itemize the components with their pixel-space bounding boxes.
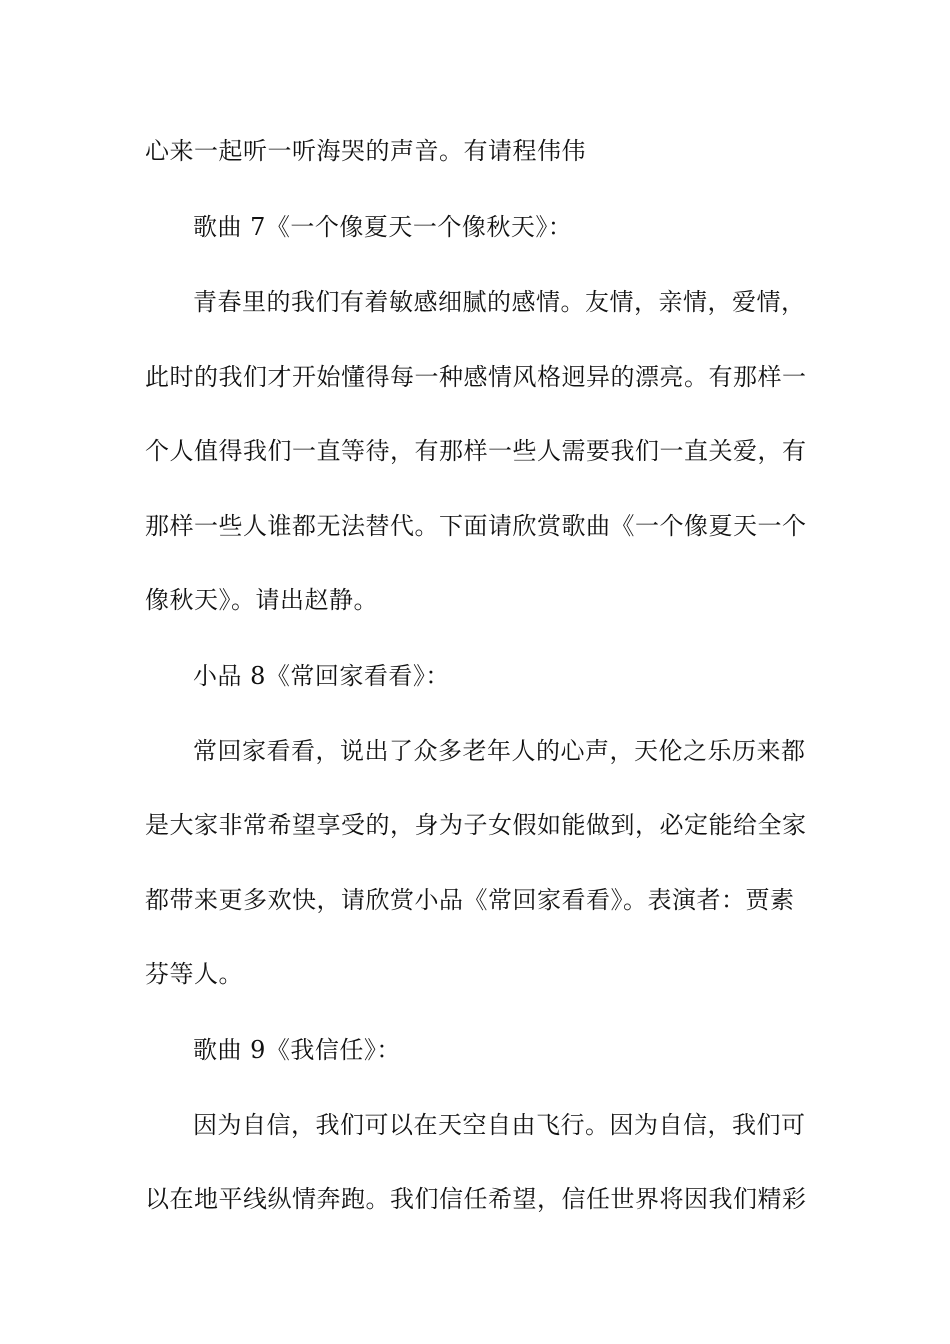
paragraph-line: 是大家非常希望享受的，身为子女假如能做到，必定能给全家: [145, 811, 807, 839]
paragraph-line: 芬等人。: [145, 960, 243, 988]
paragraph-line: 此时的我们才开始懂得每一种感情风格迥异的漂亮。有那样一: [145, 363, 807, 391]
paragraph-line: 青春里的我们有着敏感细腻的感情。友情，亲情，爱情，: [193, 288, 806, 316]
section-heading: 歌曲 9《我信任》：: [193, 1036, 401, 1064]
paragraph-line: 因为自信，我们可以在天空自由飞行。因为自信，我们可: [193, 1111, 806, 1139]
paragraph-line: 个人值得我们一直等待，有那样一些人需要我们一直关爱，有: [145, 437, 807, 465]
text-line: 心来一起听一听海哭的声音。有请程伟伟: [145, 137, 586, 165]
paragraph-line: 以在地平线纵情奔跑。我们信任希望，信任世界将因我们精彩: [145, 1185, 807, 1213]
paragraph-line: 那样一些人谁都无法替代。下面请欣赏歌曲《一个像夏天一个: [145, 512, 807, 540]
paragraph-line: 都带来更多欢快，请欣赏小品《常回家看看》。表演者：贾素: [145, 886, 795, 914]
section-heading: 小品 8《常回家看看》：: [193, 662, 450, 690]
paragraph-line: 像秋天》。请出赵静。: [145, 586, 378, 614]
paragraph-line: 常回家看看，说出了众多老年人的心声，天伦之乐历来都: [193, 737, 806, 765]
section-heading: 歌曲 7《一个像夏天一个像秋天》：: [193, 213, 573, 241]
